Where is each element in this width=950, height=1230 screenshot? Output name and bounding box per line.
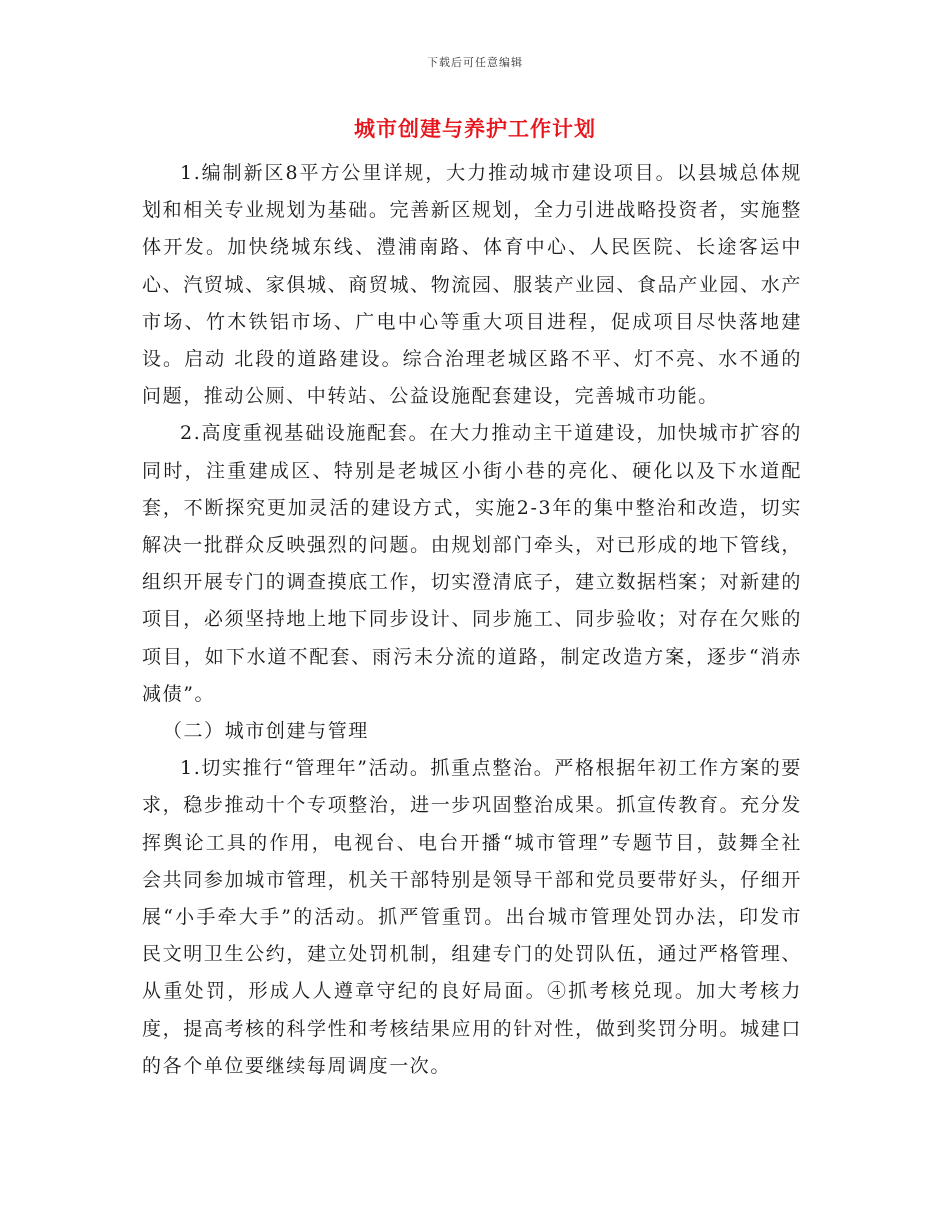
document-title: 城市创建与养护工作计划 bbox=[354, 116, 596, 141]
paragraph-infrastructure: 2.高度重视基础设施配套。在大力推动主干道建设，加快城市扩容的同时，注重建成区、特别是老城区小街小巷的亮化、硬化以及下水道配套，不断探究更加灵活的建设方式，实施2-3年的集中整治和改造，切实解决一批群众反映强烈的问题。由规划部门牵头，对已形成的地下管线，组织开展专门的调查摸底工作，切实澄清底子，建立数据档案；对新建的项目，必须坚持地上地下同步设计、同步施工、同步验收；对存在欠账的项目，如下水道不配套、雨污未分流的道路，制定改造方案，逐步“消赤减债”。 bbox=[142, 422, 802, 705]
section-heading-city-management: （二）城市创建与管理 bbox=[162, 720, 369, 743]
document-body bbox=[142, 155, 802, 1085]
paragraph-management-year: 1.切实推行“管理年”活动。抓重点整治。严格根据年初工作方案的要求，稳步推动十个专项整治，进一步巩固整治成果。抓宣传教育。充分发挥舆论工具的作用，电视台、电台开播“城市管理”专题节目，鼓舞全社会共同参加城市管理，机关干部特别是领导干部和党员要带好头，仔细开展“小手牵大手”的活动。抓严管重罚。出台城市管理处罚办法，印发市民文明卫生公约，建立处罚机制，组建专门的处罚队伍，通过严格管理、从重处罚，形成人人遵章守纪的良好局面。④抓考核兑现。加大考核力度，提高考核的科学性和考核结果应用的针对性，做到奖罚分明。城建口的各个单位要继续每周调度一次。 bbox=[142, 757, 802, 1077]
paragraph-new-district-planning: 1.编制新区8平方公里详规，大力推动城市建设项目。以县城总体规划和相关专业规划为基础。完善新区规划，全力引进战略投资者，实施整体开发。加快绕城东线、澧浦南路、体育中心、人民医院、长途客运中心、汽贸城、家俱城、商贸城、物流园、服装产业园、食品产业园、水产市场、竹木铁铝市场、广电中心等重大项目进程，促成项目尽快落地建设。启动 北段的道路建设。综合治理老城区路不平、灯不亮、水不通的问题，推动公厕、中转站、公益设施配套建设，完善城市功能。 bbox=[142, 162, 802, 408]
header-note: 下载后可任意编辑 bbox=[427, 56, 523, 69]
